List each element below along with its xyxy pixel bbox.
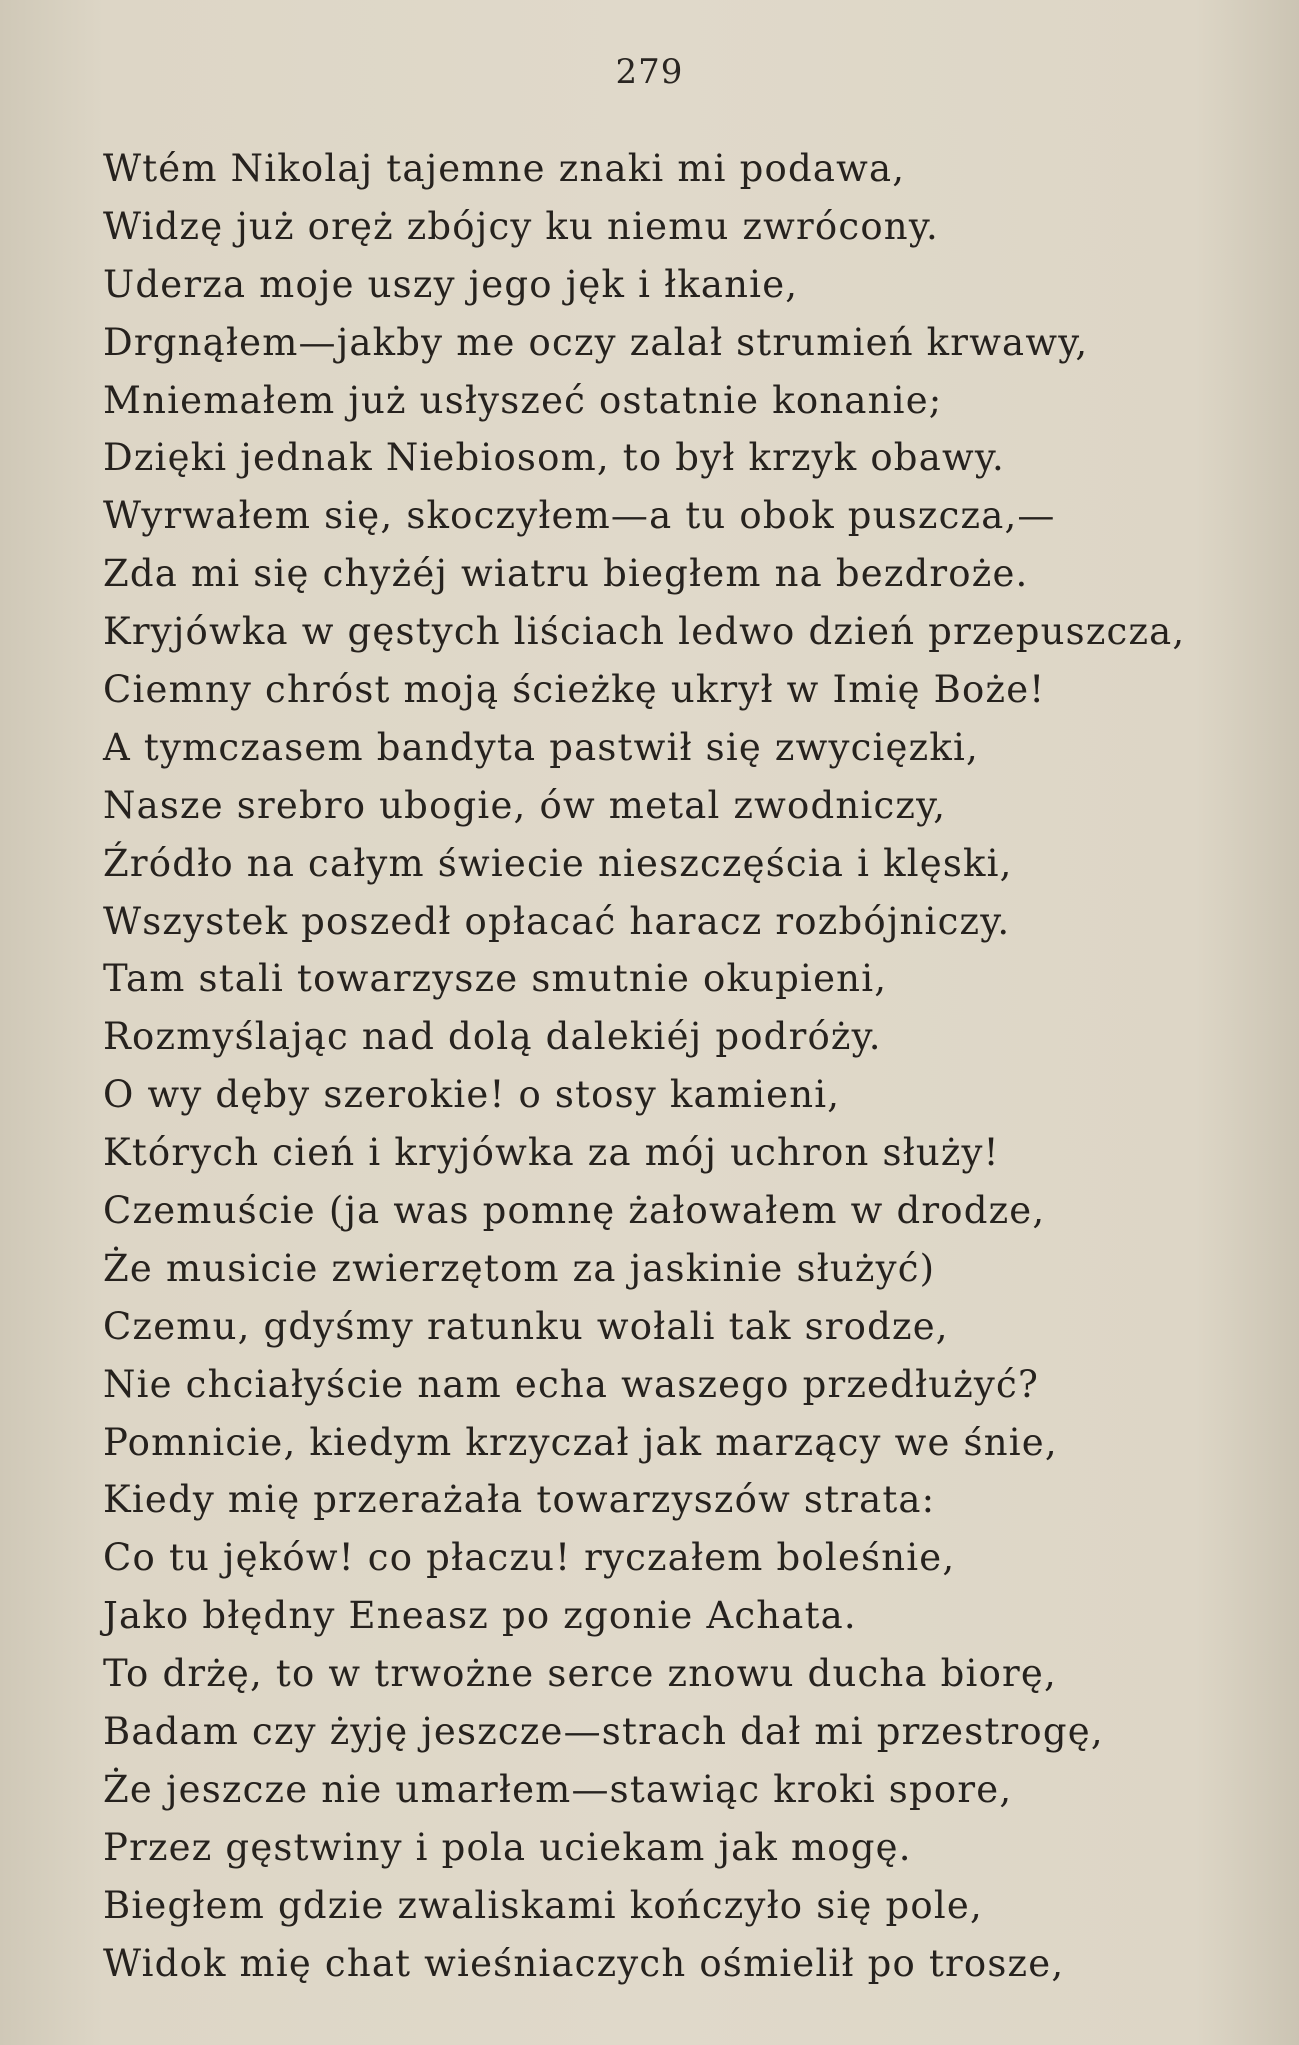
poem-line: Drgnąłem—jakby me oczy zalał strumień krwawy, [103, 320, 1089, 364]
poem-line: Jako błędny Eneasz po zgonie Achata. [103, 1594, 857, 1638]
poem-line: Kryjówka w gęstych liściach ledwo dzień przepuszcza, [103, 610, 1186, 654]
poem-line: Wszystek poszedł opłacać haracz rozbójniczy. [103, 899, 1011, 943]
poem-line: Badam czy żyję jeszcze—strach dał mi przestrogę, [103, 1710, 1104, 1754]
poem-line: Widok mię chat wieśniaczych ośmielił po trosze, [103, 1941, 1065, 1985]
poem-line: Źródło na całym świecie nieszczęścia i klęski, [103, 841, 1013, 885]
poem-line: Rozmyślając nad dolą dalekiéj podróży. [103, 1015, 882, 1059]
poem-line: Biegłem gdzie zwaliskami kończyło się pole, [103, 1883, 983, 1927]
poem-text [103, 140, 1283, 1993]
poem-line: Wyrwałem się, skoczyłem—a tu obok puszcza,— [103, 494, 1056, 538]
poem-line: To drżę, to w trwożne serce znowu ducha biorę, [103, 1652, 1057, 1696]
poem-line: Nie chciałyście nam echa waszego przedłużyć? [103, 1362, 1039, 1406]
poem-line: Kiedy mię przerażała towarzyszów strata: [103, 1478, 936, 1522]
poem-line: Że musicie zwierzętom za jaskinie służyć) [103, 1246, 936, 1290]
poem-line: Pomnicie, kiedym krzyczał jak marzący we śnie, [103, 1420, 1058, 1464]
poem-line: Widzę już oręż zbójcy ku niemu zwrócony. [103, 204, 939, 248]
page-number: 279 [615, 52, 684, 92]
poem-line: Przez gęstwiny i pola uciekam jak mogę. [103, 1825, 912, 1869]
poem-line: Tam stali towarzysze smutnie okupieni, [103, 957, 888, 1001]
poem-line: Których cień i kryjówka za mój uchron służy! [103, 1131, 1000, 1175]
poem-line: A tymczasem bandyta pastwił się zwycięzki, [103, 725, 979, 769]
poem-line: O wy dęby szerokie! o stosy kamieni, [103, 1073, 841, 1117]
poem-line: Czemuście (ja was pomnę żałowałem w drodze, [103, 1189, 1046, 1233]
poem-line: Czemu, gdyśmy ratunku wołali tak srodze, [103, 1304, 949, 1348]
poem-line: Co tu jęków! co płaczu! ryczałem boleśnie, [103, 1536, 956, 1580]
poem-line: Nasze srebro ubogie, ów metal zwodniczy, [103, 783, 947, 827]
poem-line: Dzięki jednak Niebiosom, to był krzyk obawy. [103, 436, 1005, 480]
poem-line: Zda mi się chyżéj wiatru biegłem na bezdroże. [103, 552, 1029, 596]
poem-line: Ciemny chróst moją ścieżkę ukrył w Imię Boże! [103, 668, 1046, 712]
poem-line: Mniemałem już usłyszeć ostatnie konanie; [103, 378, 943, 422]
poem-line: Wtém Nikolaj tajemne znaki mi podawa, [103, 147, 906, 190]
poem-line: Uderza moje uszy jego jęk i łkanie, [103, 262, 799, 306]
poem-line: Że jeszcze nie umarłem—stawiąc kroki spore, [103, 1767, 1013, 1811]
